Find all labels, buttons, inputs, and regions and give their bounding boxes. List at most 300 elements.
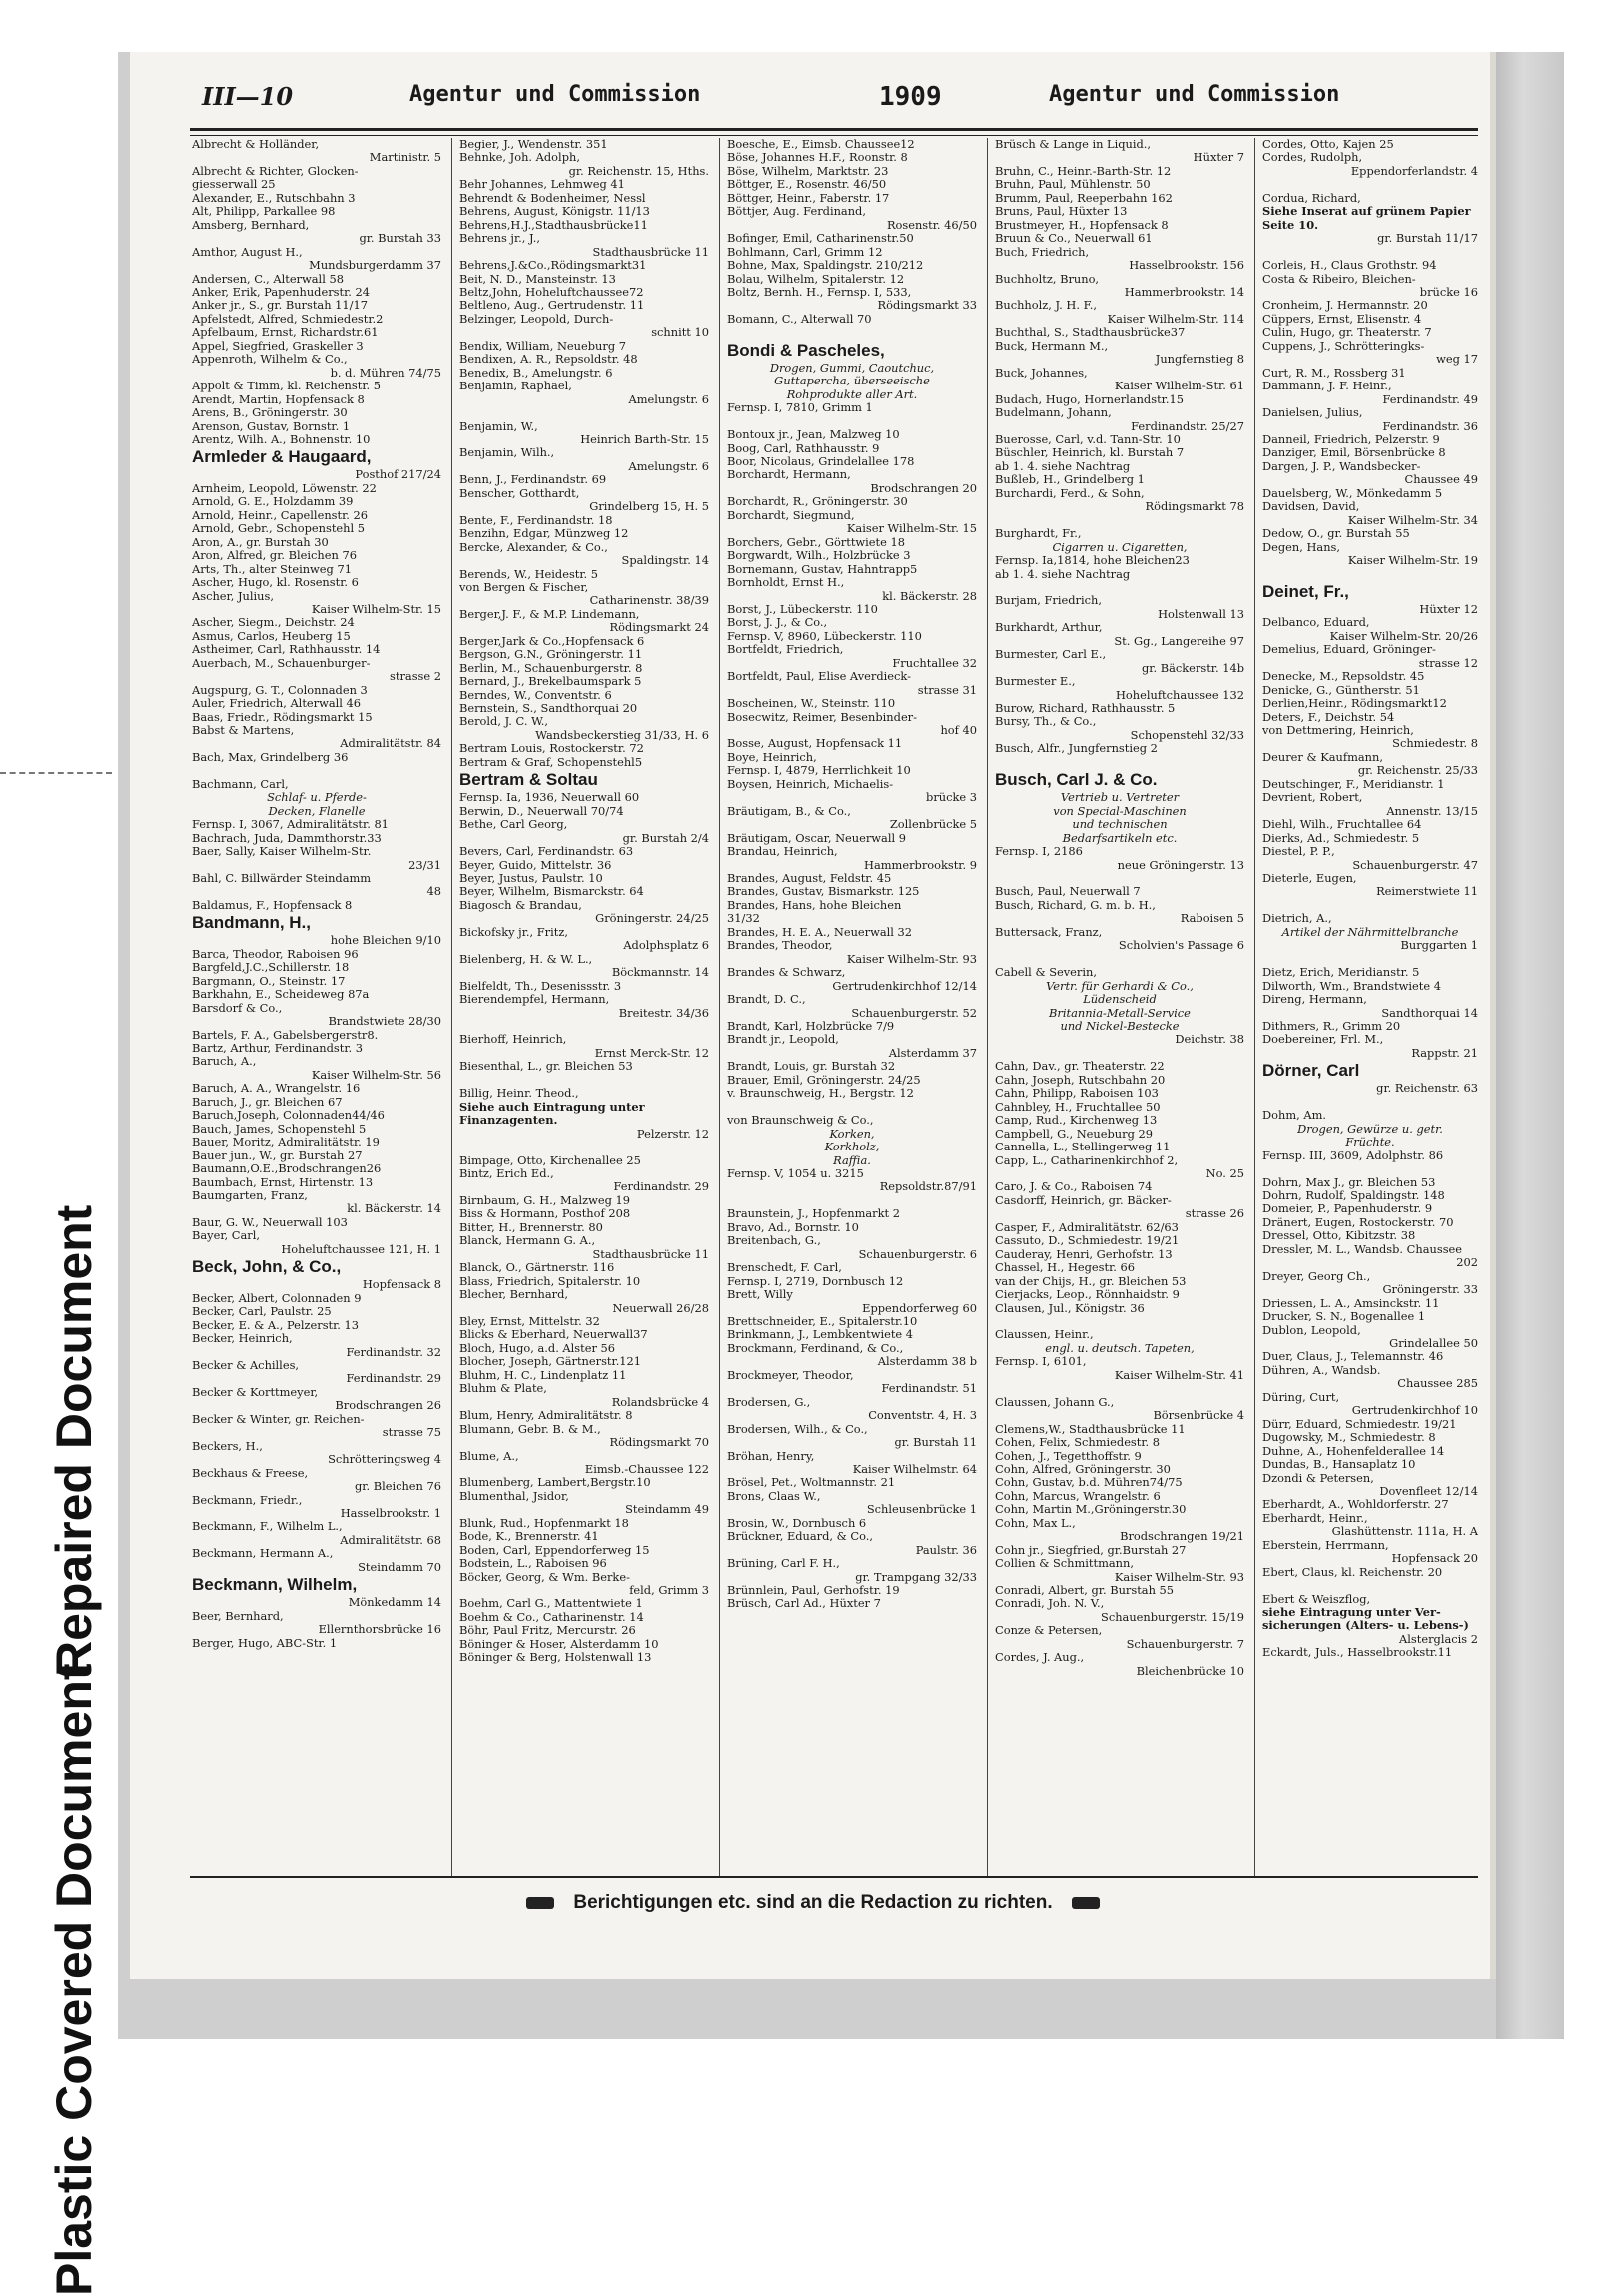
directory-entry: Burkhardt, Arthur, bbox=[995, 621, 1103, 635]
directory-entry: Dränert, Eugen, Rostockerstr. 70 bbox=[1262, 1215, 1454, 1229]
directory-entry: Ferdinandstr. 25/27 bbox=[1131, 419, 1244, 433]
directory-entry: Becker, Carl, Paulstr. 25 bbox=[192, 1305, 332, 1319]
directory-entry: Behrens,H.J.,Stadthausbrücke11 bbox=[459, 218, 648, 232]
directory-entry: Fernsp. V, 1054 u. 3215 bbox=[727, 1166, 864, 1180]
directory-entry: von Bergen & Fischer, bbox=[459, 580, 589, 594]
directory-entry: St. Gg., Langereihe 97 bbox=[1114, 634, 1244, 648]
header-rule bbox=[190, 128, 1478, 136]
directory-entry: Becker & Achilles, bbox=[192, 1358, 300, 1372]
directory-entry: Kaiser Wilhelm-Str. 34 bbox=[1347, 513, 1478, 527]
directory-entry: Cahn, Philipp, Raboisen 103 bbox=[995, 1087, 1159, 1101]
directory-entry: Schauenburgerstr. 6 bbox=[858, 1247, 977, 1261]
directory-entry: Denicke, G., Güntherstr. 51 bbox=[1262, 683, 1420, 697]
directory-entry: Bielfeldt, Th., Desenissstr. 3 bbox=[459, 979, 622, 993]
directory-entry: Ferdinandstr. 29 bbox=[613, 1180, 709, 1194]
directory-entry: Chassel, H., Hegestr. 66 bbox=[995, 1261, 1136, 1275]
directory-entry: Bosecwitz, Reimer, Besenbinder- bbox=[727, 710, 917, 724]
directory-entry: Costa & Ribeiro, Bleichen- bbox=[1262, 272, 1416, 286]
directory-entry: Böhr, Paul Fritz, Mercurstr. 26 bbox=[459, 1624, 636, 1638]
directory-entry: Gröningerstr. 33 bbox=[1382, 1283, 1478, 1297]
directory-entry: Cahn, Dav., gr. Theaterstr. 22 bbox=[995, 1060, 1165, 1074]
directory-entry: gr. Bleichen 76 bbox=[354, 1480, 441, 1494]
directory-entry: Blecher, Bernhard, bbox=[459, 1288, 569, 1302]
directory-entry: Sandthorquai 14 bbox=[1381, 1006, 1478, 1020]
directory-entry: Schlaf- u. Pferde- bbox=[267, 791, 367, 805]
directory-entry: Brandes, Hans, hohe Bleichen bbox=[727, 898, 902, 912]
directory-entry: Cohn, Martin M.,Gröningerstr.30 bbox=[995, 1503, 1187, 1517]
directory-entry: von Dettmering, Heinrich, bbox=[1262, 724, 1414, 738]
directory-entry: Dugowsky, M., Schmiedestr. 8 bbox=[1262, 1431, 1436, 1445]
directory-entry: Britannia-Metall-Service bbox=[1049, 1006, 1191, 1020]
directory-entry: gr. Reichenstr. 63 bbox=[1376, 1082, 1478, 1096]
directory-entry: Behrendt & Bodenheimer, Nessl bbox=[459, 191, 646, 205]
directory-entry: Bodstein, L., Raboisen 96 bbox=[459, 1557, 607, 1571]
directory-entry: Biss & Hormann, Posthof 208 bbox=[459, 1207, 631, 1221]
directory-entry: Schauenburgerstr. 47 bbox=[1352, 858, 1478, 872]
directory-entry: Bluhm, H. C., Lindenplatz 11 bbox=[459, 1368, 627, 1382]
directory-entry: Paulstr. 36 bbox=[915, 1543, 977, 1557]
directory-entry: Bevers, Carl, Ferdinandstr. 63 bbox=[459, 845, 634, 859]
directory-entry: Albrecht & Richter, Glocken- bbox=[192, 164, 359, 178]
directory-entry: Dressel, Otto, Kibitzstr. 38 bbox=[1262, 1229, 1416, 1243]
margin-dashed-line bbox=[0, 772, 112, 774]
directory-entry: Beckmann, Hermann A., bbox=[192, 1547, 334, 1561]
directory-entry: Doebereiner, Frl. M., bbox=[1262, 1033, 1384, 1047]
directory-entry: Bintz, Erich Ed., bbox=[459, 1166, 554, 1180]
directory-entry: Böttger, E., Rosenstr. 46/50 bbox=[727, 178, 887, 192]
directory-entry: Boden, Carl, Eppendorferweg 15 bbox=[459, 1543, 650, 1557]
directory-entry: Gröningerstr. 24/25 bbox=[595, 912, 709, 926]
directory-entry: Blunk, Rud., Hopfenmarkt 18 bbox=[459, 1516, 629, 1530]
directory-entry: Dörner, Carl bbox=[1262, 1061, 1360, 1081]
directory-entry: Amelungstr. 6 bbox=[628, 459, 709, 473]
directory-entry: Stadthausbrücke 11 bbox=[592, 245, 709, 259]
directory-entry: Amelungstr. 6 bbox=[628, 392, 709, 406]
directory-entry: Burghardt, Fr., bbox=[995, 527, 1082, 541]
directory-entry: Becker, Albert, Colonnaden 9 bbox=[192, 1291, 362, 1305]
directory-entry: Baruch, J., gr. Bleichen 67 bbox=[192, 1095, 343, 1109]
directory-entry bbox=[727, 1101, 977, 1114]
directory-entry: von Braunschweig & Co., bbox=[727, 1114, 874, 1128]
directory-entry: Conventstr. 4, H. 3 bbox=[868, 1409, 977, 1423]
directory-entry: Hoheluftchaussee 121, H. 1 bbox=[281, 1242, 441, 1256]
directory-entry: Hopfensack 20 bbox=[1391, 1552, 1478, 1566]
scanned-page bbox=[118, 52, 1564, 2039]
directory-entry: ab 1. 4. siehe Nachtrag bbox=[995, 459, 1131, 473]
directory-entry: Brenschedt, F. Carl, bbox=[727, 1261, 842, 1275]
directory-entry: engl. u. deutsch. Tapeten, bbox=[1045, 1341, 1195, 1355]
directory-entry: Hoheluftchaussee 132 bbox=[1115, 688, 1244, 702]
directory-entry: Vertrieb u. Vertreter bbox=[1060, 791, 1180, 805]
directory-entry: Berger,Jark & Co.,Hopfensack 6 bbox=[459, 634, 645, 648]
plastic-covered-label: Plastic Covered Document bbox=[46, 1663, 102, 2296]
directory-entry: Brandes & Schwarz, bbox=[727, 966, 846, 980]
directory-entry: Catharinenstr. 38/39 bbox=[589, 594, 709, 608]
directory-entry: Kaiser Wilhelm-Str. 15 bbox=[311, 602, 441, 616]
directory-entry: Dohrn, Rudolf, Spaldingstr. 148 bbox=[1262, 1188, 1445, 1202]
directory-entry: Bluhm & Plate, bbox=[459, 1382, 547, 1396]
directory-entry: Aron, A., gr. Burstah 30 bbox=[192, 535, 329, 549]
directory-entry: hohe Bleichen 9/10 bbox=[330, 934, 441, 948]
directory-entry: Cohn, Gustav, b.d. Mühren74/75 bbox=[995, 1476, 1183, 1490]
directory-entry: Duhne, A., Hohenfelderallee 14 bbox=[1262, 1444, 1445, 1458]
directory-entry: van der Chijs, H., gr. Bleichen 53 bbox=[995, 1274, 1187, 1288]
directory-entry: Dressler, M. L., Wandsb. Chaussee bbox=[1262, 1242, 1463, 1256]
directory-entry: Babst & Martens, bbox=[192, 724, 295, 738]
directory-entry: Conradi, Joh. N. V., bbox=[995, 1597, 1105, 1611]
directory-entry: Früchte. bbox=[1345, 1136, 1395, 1149]
directory-entry bbox=[995, 1382, 1244, 1395]
directory-entry: Bach, Max, Grindelberg 36 bbox=[192, 750, 349, 764]
directory-entry: Brandt, D. C., bbox=[727, 993, 806, 1007]
directory-entry: Beckmann, Friedr., bbox=[192, 1493, 303, 1507]
directory-entry: Astheimer, Carl, Rathhausstr. 14 bbox=[192, 643, 381, 657]
directory-entry: Bode, K., Brennerstr. 41 bbox=[459, 1530, 599, 1544]
directory-entry: Beyer, Guido, Mittelstr. 36 bbox=[459, 858, 612, 872]
directory-entry: Cohn, Max L., bbox=[995, 1516, 1076, 1530]
directory-entry: Deters, F., Deichstr. 54 bbox=[1262, 710, 1395, 724]
directory-entry: Auler, Friedrich, Alterwall 46 bbox=[192, 697, 362, 711]
directory-entry: Rödingsmarkt 70 bbox=[609, 1436, 709, 1450]
directory-entry: Brustmeyer, H., Hopfensack 8 bbox=[995, 218, 1169, 232]
directory-entry: Büschler, Heinrich, kl. Burstah 7 bbox=[995, 446, 1185, 460]
directory-entry: Schleusenbrücke 1 bbox=[866, 1503, 977, 1517]
directory-entry: Apfelbaum, Ernst, Richardstr.61 bbox=[192, 326, 379, 340]
directory-entry: Barca, Theodor, Raboisen 96 bbox=[192, 947, 359, 961]
directory-entry: gr. Reichenstr. 25/33 bbox=[1357, 764, 1478, 778]
directory-entry: Admiralitätstr. 84 bbox=[340, 737, 441, 751]
directory-entry: Brodschrangen 19/21 bbox=[1120, 1530, 1244, 1544]
directory-entry: Brüning, Carl F. H., bbox=[727, 1557, 840, 1571]
directory-entry: Baruch, A. A., Wrangelstr. 16 bbox=[192, 1082, 361, 1096]
directory-entry: Brünnlein, Paul, Gerhofstr. 19 bbox=[727, 1584, 900, 1598]
directory-entry bbox=[1262, 1579, 1478, 1592]
directory-entry: brücke 16 bbox=[1419, 285, 1478, 299]
directory-entry bbox=[1262, 246, 1478, 259]
directory-entry: Danielsen, Julius, bbox=[1262, 406, 1363, 420]
directory-entry: Becker, E. & A., Pelzerstr. 13 bbox=[192, 1318, 360, 1332]
directory-entry: Berends, W., Heidestr. 5 bbox=[459, 567, 599, 581]
page-edge-shadow bbox=[1496, 52, 1564, 2039]
directory-entry: Borchers, Gebr., Görttwiete 18 bbox=[727, 535, 905, 549]
directory-entry: Heinrich Barth-Str. 15 bbox=[580, 432, 709, 446]
directory-entry: Corleis, H., Claus Grothstr. 94 bbox=[1262, 259, 1437, 273]
directory-entry: Dierks, Ad., Schmiedestr. 5 bbox=[1262, 831, 1420, 845]
directory-entry: Bachmann, Carl, bbox=[192, 777, 289, 791]
directory-entry: Beit, N. D., Mansteinstr. 13 bbox=[459, 272, 616, 286]
directory-entry: gr. Burstah 11/17 bbox=[1377, 232, 1478, 246]
directory-entry bbox=[1262, 953, 1478, 966]
directory-entry: Bickofsky jr., Fritz, bbox=[459, 925, 568, 939]
directory-entry: Eckardt, Juls., Hasselbrookstr.11 bbox=[1262, 1646, 1453, 1660]
directory-entry: Beck, John, & Co., bbox=[192, 1257, 342, 1277]
directory-entry: Brodschrangen 26 bbox=[335, 1399, 441, 1413]
directory-entry: Bartels, F. A., Gabelsbergerstr8. bbox=[192, 1028, 379, 1042]
directory-entry: Rödingsmarkt 24 bbox=[609, 621, 709, 635]
directory-entry: Dietrich, A., bbox=[1262, 912, 1332, 926]
directory-entry: Ebert & Weiszflog, bbox=[1262, 1592, 1371, 1606]
directory-entry: Admiralitätstr. 68 bbox=[340, 1533, 441, 1547]
directory-entry: Bauer jun., W., gr. Burstah 27 bbox=[192, 1148, 363, 1162]
directory-entry: Dedow, O., gr. Burstah 55 bbox=[1262, 527, 1410, 541]
directory-entry: gr. Burstah 2/4 bbox=[622, 831, 709, 845]
directory-entry: Bertram & Soltau bbox=[459, 770, 598, 790]
directory-entry: Spaldingstr. 14 bbox=[621, 554, 709, 568]
directory-entry: Blocher, Joseph, Gärtnerstr.121 bbox=[459, 1355, 642, 1369]
directory-entry bbox=[727, 326, 977, 339]
directory-entry: Berger,J. F., & M.P. Lindemann, bbox=[459, 607, 640, 621]
directory-entry: Behnke, Joh. Adolph, bbox=[459, 151, 580, 165]
directory-entry: Danziger, Emil, Börsenbrücke 8 bbox=[1262, 446, 1446, 460]
directory-entry: Hasselbrookstr. 156 bbox=[1129, 259, 1244, 273]
directory-entry: Ferdinandstr. 29 bbox=[346, 1372, 441, 1386]
directory-entry: gr. Reichenstr. 15, Hths. bbox=[568, 164, 709, 178]
directory-entry: Deichstr. 38 bbox=[1175, 1033, 1244, 1047]
directory-entry: Dzondi & Petersen, bbox=[1262, 1471, 1374, 1485]
header-title-left: Agentur und Commission bbox=[409, 82, 701, 107]
directory-entry bbox=[995, 872, 1244, 885]
directory-entry: Blanck, O., Gärtnerstr. 116 bbox=[459, 1261, 615, 1275]
directory-entry: Behr Johannes, Lehmweg 41 bbox=[459, 178, 625, 192]
directory-entry: Bartz, Arthur, Ferdinandstr. 3 bbox=[192, 1042, 364, 1055]
directory-entry: Baumgarten, Franz, bbox=[192, 1188, 308, 1202]
directory-entry: Behrens jr., J., bbox=[459, 232, 540, 246]
directory-entry: neue Gröningerstr. 13 bbox=[1117, 858, 1244, 872]
directory-entry: Becker, Heinrich, bbox=[192, 1332, 293, 1346]
directory-entry: Beckers, H., bbox=[192, 1439, 263, 1453]
directory-entry: Arendt, Martin, Hopfensack 8 bbox=[192, 392, 365, 406]
directory-entry: Bimpage, Otto, Kirchenallee 25 bbox=[459, 1153, 641, 1167]
directory-entry: Brandstwiete 28/30 bbox=[328, 1015, 441, 1029]
directory-entry: Bertram Louis, Rostockerstr. 72 bbox=[459, 742, 644, 756]
directory-entry: Chaussee 285 bbox=[1397, 1377, 1478, 1391]
directory-entry: Siehe Inserat auf grünem Papier bbox=[1262, 205, 1471, 219]
directory-entry: Ascher, Julius, bbox=[192, 589, 274, 603]
directory-entry: Hüxter 7 bbox=[1193, 151, 1244, 165]
directory-entry: Eberhardt, A., Wohldorferstr. 27 bbox=[1262, 1498, 1449, 1512]
directory-entry: Eberhardt, Heinr., bbox=[1262, 1511, 1368, 1525]
directory-entry: Brüsch, Carl Ad., Hüxter 7 bbox=[727, 1597, 881, 1611]
directory-entry: Dreyer, Georg Ch., bbox=[1262, 1269, 1371, 1283]
directory-entry: Brinkmann, J., Lembkentwiete 4 bbox=[727, 1328, 914, 1342]
directory-entry: Brüsch & Lange in Liquid., bbox=[995, 138, 1152, 151]
directory-entry: Beyer, Wilhelm, Bismarckstr. 64 bbox=[459, 885, 644, 899]
directory-entry: Bayer, Carl, bbox=[192, 1229, 260, 1243]
directory-entry: Beckmann, Wilhelm, bbox=[192, 1575, 358, 1595]
directory-entry bbox=[459, 1020, 709, 1033]
directory-entry: Baas, Friedr., Rödingsmarkt 15 bbox=[192, 710, 373, 724]
directory-entry: Bortfeldt, Friedrich, bbox=[727, 643, 844, 657]
directory-entry: Grindelallee 50 bbox=[1389, 1336, 1478, 1350]
directory-entry: Amthor, August H., bbox=[192, 245, 303, 259]
directory-entry: Korkholz, bbox=[824, 1141, 880, 1154]
directory-entry: Drogen, Gummi, Caoutchuc, bbox=[769, 361, 935, 375]
directory-entry: Boehm, Carl G., Mattentwiete 1 bbox=[459, 1597, 643, 1611]
directory-entry: Bedarfsartikeln etc. bbox=[1062, 831, 1178, 845]
directory-entry: Behrens,J.&Co.,Rödingsmarkt31 bbox=[459, 259, 647, 273]
directory-entry bbox=[1262, 178, 1478, 191]
directory-entry: Denecke, M., Repsoldstr. 45 bbox=[1262, 670, 1425, 684]
directory-entry: Burchardi, Ferd., & Sohn, bbox=[995, 486, 1145, 500]
directory-entry: Busch, Carl J. & Co. bbox=[995, 770, 1158, 790]
directory-entry: Schopenstehl 32/33 bbox=[1130, 728, 1244, 742]
directory-entry: Buch, Friedrich, bbox=[995, 245, 1090, 259]
directory-entry: Bernstein, S., Sandthorquai 20 bbox=[459, 702, 638, 716]
directory-entry: Bercke, Alexander, & Co., bbox=[459, 540, 608, 554]
directory-entry: Vertr. für Gerhardi & Co., bbox=[1046, 979, 1194, 993]
directory-entry: Benjamin, Wilh., bbox=[459, 446, 555, 460]
directory-entry: Blume, A., bbox=[459, 1449, 519, 1463]
directory-entry: hof 40 bbox=[940, 724, 977, 738]
directory-entry: Deutschinger, F., Meridianstr. 1 bbox=[1262, 777, 1445, 791]
directory-entry: Dublon, Leopold, bbox=[1262, 1323, 1361, 1337]
directory-entry: Bolau, Wilhelm, Spitalerstr. 12 bbox=[727, 272, 905, 286]
directory-entry: Beckhaus & Freese, bbox=[192, 1466, 309, 1480]
directory-entry: Baur, G. W., Neuerwall 103 bbox=[192, 1215, 348, 1229]
directory-entry: Arnold, Gebr., Schopenstehl 5 bbox=[192, 522, 365, 536]
directory-entry: Anker, Erik, Papenhuderstr. 24 bbox=[192, 285, 370, 299]
directory-entry: Appolt & Timm, kl. Reichenstr. 5 bbox=[192, 380, 381, 393]
directory-entry: Ernst Merck-Str. 12 bbox=[594, 1046, 709, 1060]
directory-entry: Bendixen, A. R., Repsoldstr. 48 bbox=[459, 353, 638, 367]
directory-entry: Berger, Hugo, ABC-Str. 1 bbox=[192, 1636, 338, 1650]
directory-entry: Scholvien's Passage 6 bbox=[1118, 939, 1244, 953]
directory-entry bbox=[1262, 1096, 1478, 1109]
directory-entry: Grindelberg 15, H. 5 bbox=[589, 500, 709, 514]
directory-entry: Cordua, Richard, bbox=[1262, 191, 1361, 205]
directory-entry: Amsberg, Bernhard, bbox=[192, 218, 310, 232]
directory-entry: Kaiser Wilhelm-Str. 56 bbox=[311, 1068, 441, 1082]
directory-entry: Bielenberg, H. & W. L., bbox=[459, 952, 593, 966]
directory-entry: Dilworth, Wm., Brandstwiete 4 bbox=[1262, 979, 1441, 993]
directory-entry: Becker & Korttmeyer, bbox=[192, 1385, 319, 1399]
directory-entry: Diestel, P. P., bbox=[1262, 845, 1335, 859]
directory-entry: Braunstein, J., Hopfenmarkt 2 bbox=[727, 1207, 900, 1221]
directory-entry: Boesche, E., Eimsb. Chaussee12 bbox=[727, 138, 915, 151]
directory-entry: Benjamin, Raphael, bbox=[459, 380, 572, 393]
pointing-hand-icon bbox=[526, 1897, 554, 1909]
directory-entry: Begier, J., Wendenstr. 351 bbox=[459, 138, 608, 151]
directory-entry: Finanzagenten. bbox=[459, 1114, 558, 1128]
directory-entry: Gertrudenkirchhof 10 bbox=[1351, 1404, 1478, 1418]
directory-entry: Boehm & Co., Catharinenstr. 14 bbox=[459, 1610, 644, 1624]
directory-entry: Glashüttenstr. 111a, H. A bbox=[1331, 1525, 1478, 1539]
directory-entry: Baer, Sally, Kaiser Wilhelm-Str. bbox=[192, 845, 372, 859]
directory-entry: Kaiser Wilhelm-Str. 114 bbox=[1107, 312, 1244, 326]
directory-entry: Rohprodukte aller Art. bbox=[786, 387, 918, 401]
page-header bbox=[190, 74, 1478, 122]
directory-entry: Dundas, B., Hansaplatz 10 bbox=[1262, 1458, 1416, 1472]
directory-entry bbox=[459, 406, 709, 419]
directory-entry: Chaussee 49 bbox=[1404, 473, 1478, 487]
directory-entry: Blumann, Gebr. B. & M., bbox=[459, 1422, 601, 1436]
directory-entry: Cohen, Felix, Schmiedestr. 8 bbox=[995, 1436, 1161, 1450]
directory-entry: Baruch, A., bbox=[192, 1055, 257, 1069]
directory-entry: Duer, Claus, J., Telemannstr. 46 bbox=[1262, 1350, 1444, 1364]
directory-entry: Arnold, G. E., Holzdamm 39 bbox=[192, 495, 354, 509]
directory-entry: 202 bbox=[1456, 1256, 1478, 1270]
directory-entry: Cahn, Joseph, Rutschbahn 20 bbox=[995, 1073, 1166, 1087]
directory-entry: Cüppers, Ernst, Elisenstr. 4 bbox=[1262, 312, 1422, 326]
directory-entry: Bergson, G.N., Gröningerstr. 11 bbox=[459, 648, 643, 662]
directory-entry: Fernsp. I, 4879, Herrlichkeit 10 bbox=[727, 764, 911, 778]
directory-entry: Blanck, Hermann G. A., bbox=[459, 1234, 596, 1248]
directory-entry: Brandes, H. E. A., Neuerwall 32 bbox=[727, 925, 913, 939]
directory-entry: Cohn jr., Siegfried, gr.Burstah 27 bbox=[995, 1543, 1187, 1557]
directory-entry: strasse 31 bbox=[917, 683, 977, 697]
directory-entry: Alt, Philipp, Parkallee 98 bbox=[192, 205, 336, 219]
directory-entry: Hüxter 12 bbox=[1419, 602, 1478, 616]
directory-entry bbox=[459, 1141, 709, 1153]
directory-entry: Bierendempfel, Hermann, bbox=[459, 993, 610, 1007]
directory-entry: Clausen, Jul., Königstr. 36 bbox=[995, 1301, 1145, 1315]
directory-entry: Bachrach, Juda, Dammthorstr.33 bbox=[192, 831, 382, 845]
directory-entry: Brandes, Theodor, bbox=[727, 939, 833, 953]
directory-entry bbox=[192, 764, 441, 777]
directory-entry: Bethe, Carl Georg, bbox=[459, 818, 568, 832]
directory-entry: Borst, J., Lübeckerstr. 110 bbox=[727, 602, 878, 616]
directory-entry: Ferdinandstr. 32 bbox=[346, 1345, 441, 1359]
directory-entry: Hammerbrookstr. 9 bbox=[864, 858, 977, 872]
directory-entry: Ferdinandstr. 49 bbox=[1382, 392, 1478, 406]
directory-entry: Brandt jr., Leopold, bbox=[727, 1033, 839, 1047]
directory-entry: Fernsp. Ia,1814, hohe Bleichen23 bbox=[995, 554, 1190, 568]
directory-entry: Boog, Carl, Rathhausstr. 9 bbox=[727, 441, 880, 455]
directory-entry: Brodschrangen 20 bbox=[870, 481, 977, 495]
directory-entry: Fernsp. I, 2186 bbox=[995, 845, 1083, 859]
directory-entry: Biesenthal, L., gr. Bleichen 53 bbox=[459, 1060, 633, 1074]
directory-entry: Kaiser Wilhelm-Str. 41 bbox=[1114, 1368, 1244, 1382]
directory-entry: Böckmannstr. 14 bbox=[611, 966, 709, 980]
directory-entry: Conze & Petersen, bbox=[995, 1624, 1103, 1638]
directory-entry: Böse, Wilhelm, Marktstr. 23 bbox=[727, 164, 889, 178]
directory-entry: Aron, Alfred, gr. Bleichen 76 bbox=[192, 549, 357, 563]
directory-entry: Claussen, Johann G., bbox=[995, 1395, 1115, 1409]
directory-entry: Korken, bbox=[829, 1127, 875, 1141]
directory-entry: Blumenthal, Jsidor, bbox=[459, 1489, 569, 1503]
directory-entry: Böcker, Georg, & Wm. Berke- bbox=[459, 1570, 630, 1584]
directory-entry: Bosse, August, Hopfensack 11 bbox=[727, 737, 903, 751]
header-year: 1909 bbox=[879, 82, 942, 112]
directory-column-5 bbox=[1262, 138, 1478, 1874]
directory-entry: Cordes, Otto, Kajen 25 bbox=[1262, 138, 1394, 151]
directory-entry: Dithmers, R., Grimm 20 bbox=[1262, 1020, 1401, 1033]
directory-entry: Düring, Curt, bbox=[1262, 1390, 1340, 1404]
directory-entry: Adolphsplatz 6 bbox=[623, 939, 709, 953]
directory-entry: strasse 26 bbox=[1185, 1207, 1244, 1221]
directory-entry: Busch, Richard, G. m. b. H., bbox=[995, 898, 1156, 912]
directory-entry: Baldamus, F., Hopfensack 8 bbox=[192, 898, 353, 912]
left-margin-strip bbox=[0, 0, 118, 2296]
directory-entry: Auerbach, M., Schauenburger- bbox=[192, 656, 371, 670]
directory-entry: strasse 2 bbox=[390, 670, 441, 684]
directory-column-2 bbox=[459, 138, 709, 1874]
directory-entry: Arnheim, Leopold, Löwenstr. 22 bbox=[192, 481, 377, 495]
directory-entry: Beckmann, F., Wilhelm L., bbox=[192, 1520, 343, 1534]
directory-entry: Neuerwall 26/28 bbox=[612, 1301, 709, 1315]
directory-entry: Artikel der Nährmittelbranche bbox=[1281, 925, 1459, 939]
directory-entry: schnitt 10 bbox=[651, 326, 709, 340]
directory-entry: Deinet, Fr., bbox=[1262, 581, 1349, 601]
directory-entry: Holstenwall 13 bbox=[1158, 607, 1244, 621]
directory-entry: No. 25 bbox=[1205, 1166, 1244, 1180]
directory-entry: Demelius, Eduard, Gröninger- bbox=[1262, 643, 1436, 657]
header-title-right: Agentur und Commission bbox=[1049, 82, 1340, 107]
directory-column-1 bbox=[192, 138, 441, 1874]
directory-entry: Jungfernstieg 8 bbox=[1155, 353, 1244, 367]
directory-entry: Cronheim, J. Hermannstr. 20 bbox=[1262, 299, 1428, 313]
directory-entry: siehe Eintragung unter Ver- bbox=[1262, 1606, 1441, 1620]
